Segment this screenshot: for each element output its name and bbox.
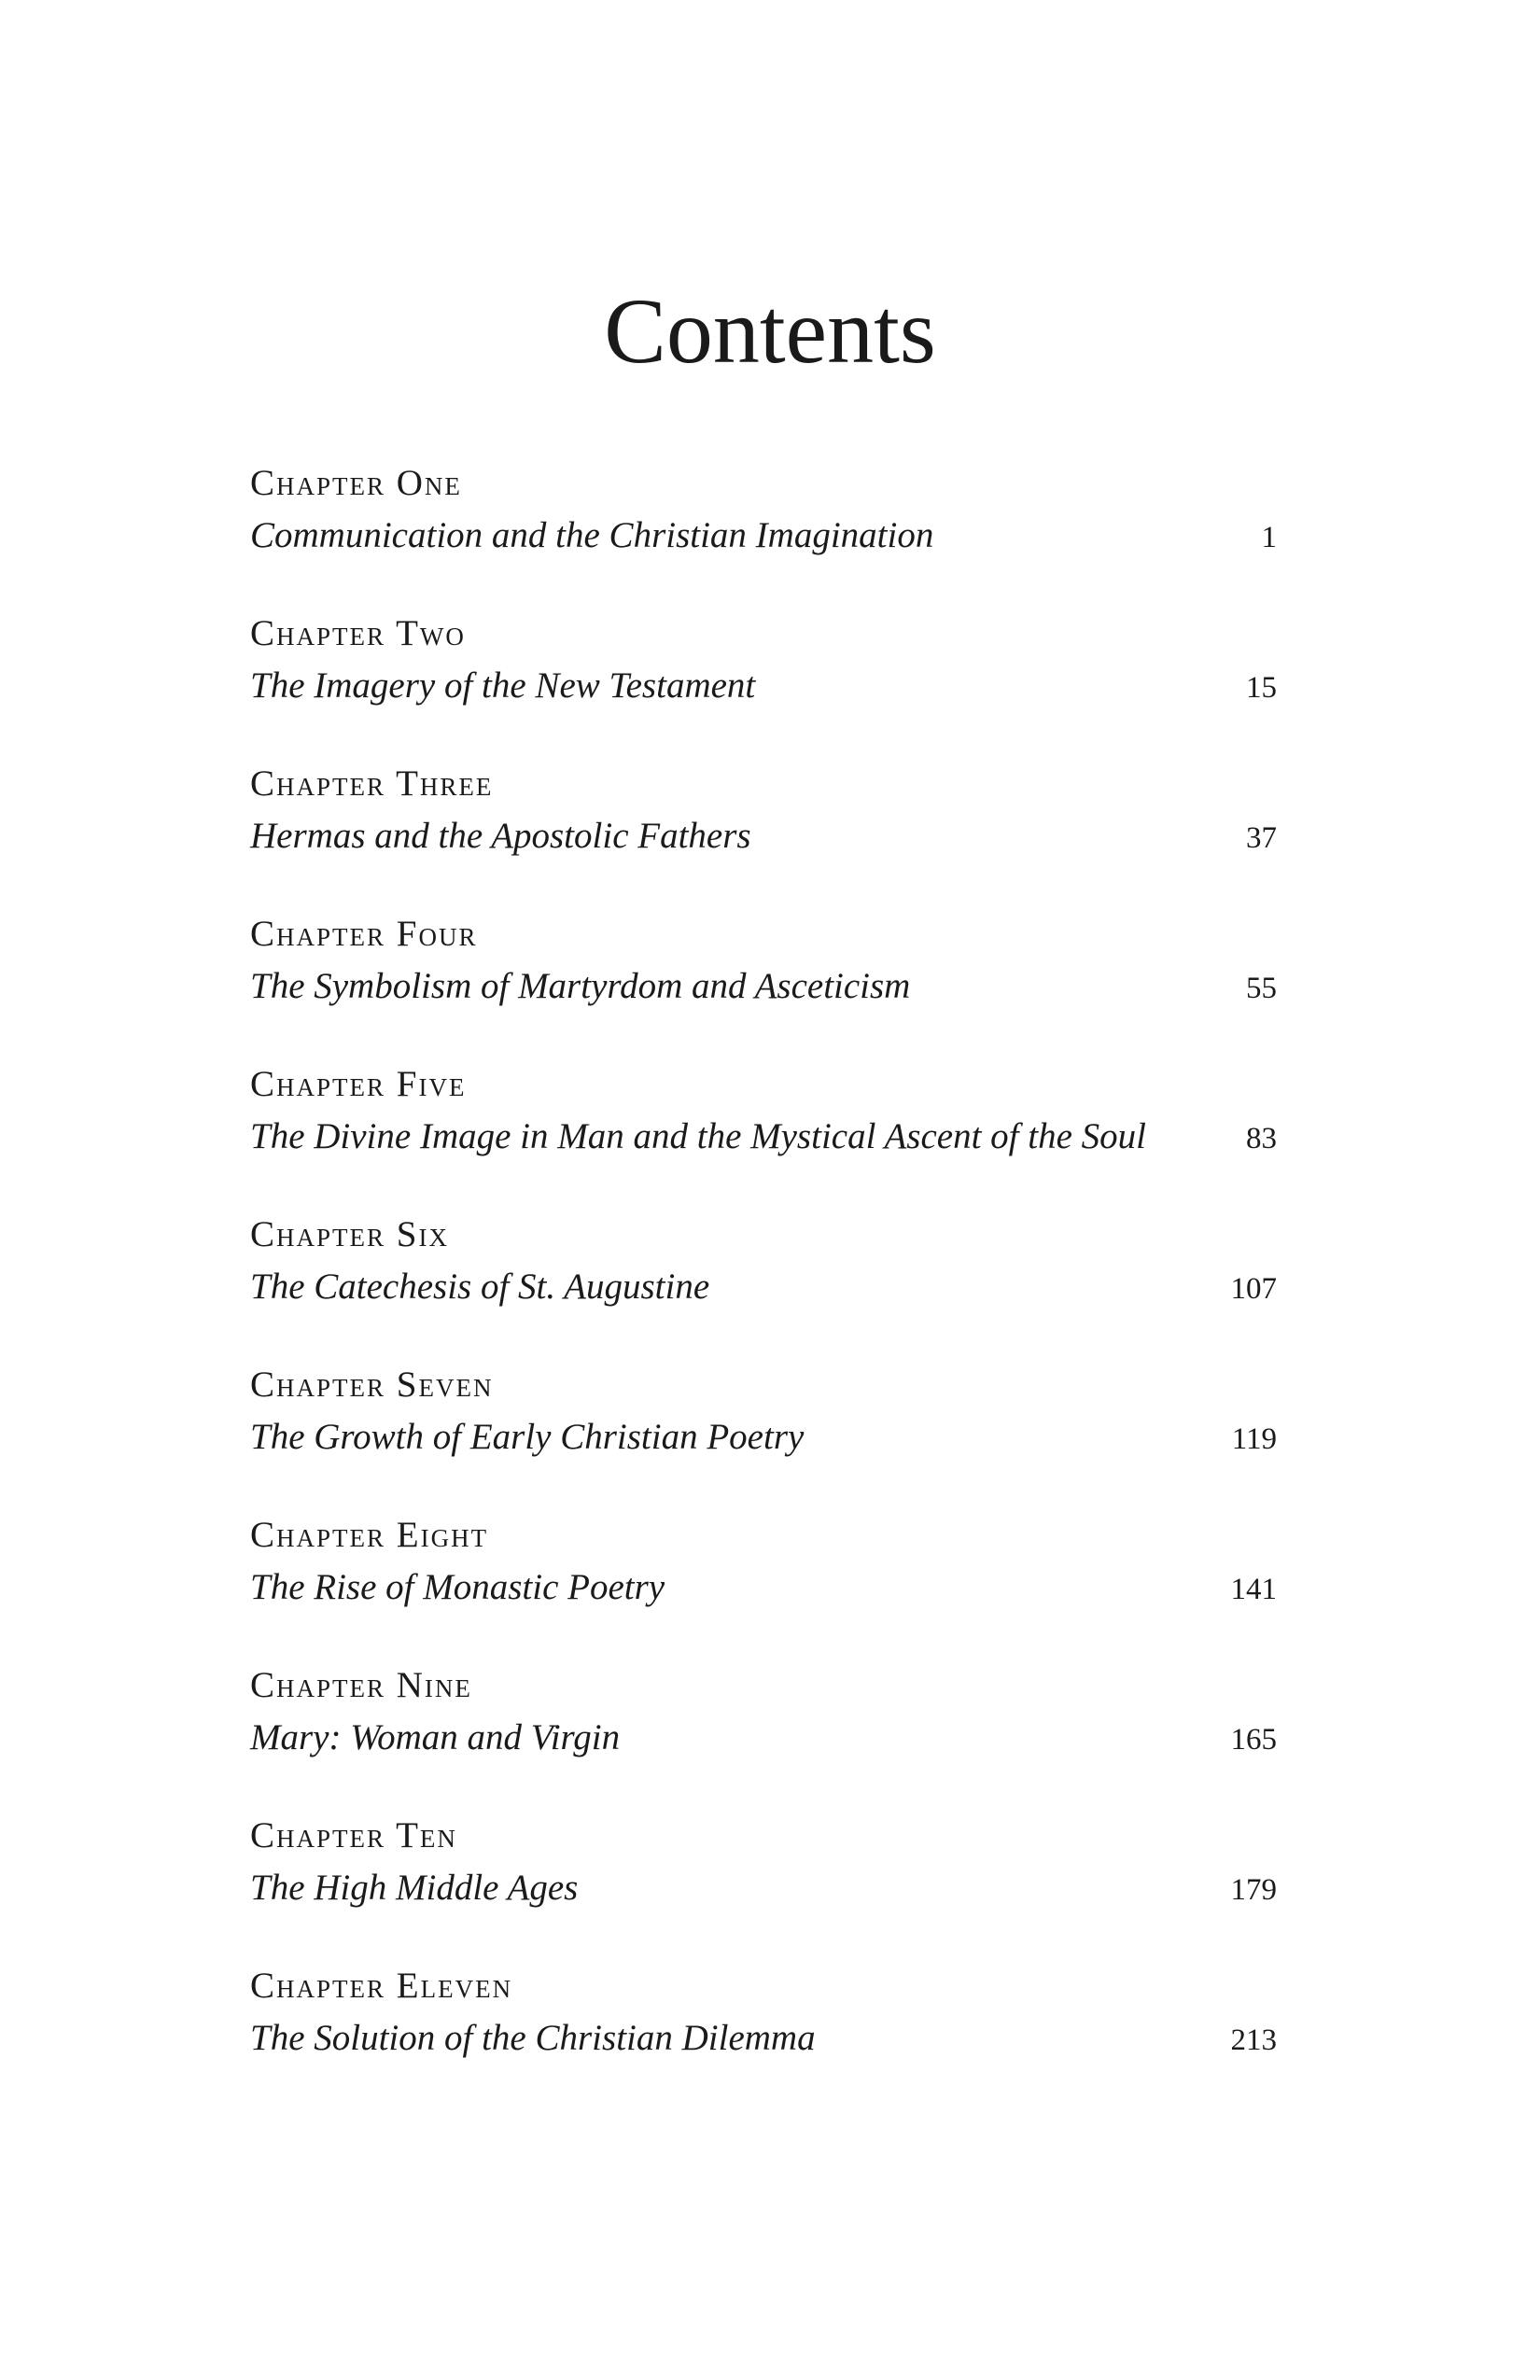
toc-entry: [250, 1209, 1277, 1359]
chapter-label: Chapter Two: [250, 613, 466, 653]
page-number: 37: [1246, 821, 1277, 855]
page-title: Contents: [604, 279, 936, 383]
toc-entry-row: [250, 810, 1277, 862]
chapter-label: Chapter Four: [250, 914, 478, 954]
toc-entry-row: [250, 960, 1277, 1013]
chapter-label: Chapter One: [250, 463, 462, 503]
page-number: 107: [1230, 1272, 1277, 1306]
toc-entry-row: [250, 1862, 1277, 1914]
page-number: 1: [1261, 521, 1277, 554]
chapter-title: The Catechesis of St. Augustine: [250, 1267, 710, 1307]
chapter-label: Chapter Eight: [250, 1515, 489, 1555]
page-number: 55: [1246, 972, 1277, 1005]
chapter-title: The Divine Image in Man and the Mystical Ascent of the Soul: [250, 1116, 1146, 1156]
chapter-title: Hermas and the Apostolic Fathers: [250, 816, 751, 856]
page-number: 165: [1230, 1723, 1277, 1757]
toc-entry: [250, 758, 1277, 908]
toc-entry-row: [250, 1561, 1277, 1614]
toc-entry: [250, 1359, 1277, 1509]
page-number: 213: [1230, 2023, 1277, 2057]
chapter-title: Mary: Woman and Virgin: [250, 1717, 621, 1757]
chapter-label: Chapter Seven: [250, 1365, 494, 1405]
toc-entry: [250, 457, 1277, 608]
page-number: 179: [1230, 1873, 1277, 1907]
chapter-label: Chapter Ten: [250, 1815, 457, 1855]
page-number: 15: [1246, 671, 1277, 705]
chapter-label: Chapter Nine: [250, 1665, 472, 1705]
toc-entry-row: [250, 1261, 1277, 1313]
chapter-title: The Rise of Monastic Poetry: [250, 1567, 665, 1607]
chapter-label: Chapter Five: [250, 1064, 467, 1104]
toc-entry-row: [250, 660, 1277, 712]
chapter-label: Chapter Eleven: [250, 1966, 513, 2006]
chapter-title: The High Middle Ages: [250, 1868, 579, 1908]
chapter-title: The Imagery of the New Testament: [250, 665, 756, 706]
chapter-title: Communication and the Christian Imagination: [250, 515, 934, 555]
toc-entry-row: [250, 1411, 1277, 1463]
toc-entry: [250, 1960, 1277, 2110]
chapter-title: The Solution of the Christian Dilemma: [250, 2018, 816, 2058]
toc-entry-row: [250, 1111, 1277, 1163]
page-number: 119: [1231, 1422, 1277, 1456]
chapter-label: Chapter Three: [250, 763, 494, 804]
toc-entry: [250, 1810, 1277, 1960]
chapter-label: Chapter Six: [250, 1214, 449, 1254]
chapter-title: The Growth of Early Christian Poetry: [250, 1417, 805, 1457]
table-of-contents: [250, 457, 1277, 2110]
toc-entry: [250, 1058, 1277, 1209]
toc-entry-row: [250, 1712, 1277, 1764]
toc-entry-row: [250, 510, 1277, 562]
page-number: 141: [1230, 1573, 1277, 1606]
toc-entry: [250, 1509, 1277, 1659]
chapter-title: The Symbolism of Martyrdom and Asceticism: [250, 966, 911, 1006]
toc-entry-row: [250, 2012, 1277, 2065]
toc-entry: [250, 1659, 1277, 1810]
page-number: 83: [1246, 1122, 1277, 1155]
toc-entry: [250, 908, 1277, 1058]
toc-entry: [250, 608, 1277, 758]
